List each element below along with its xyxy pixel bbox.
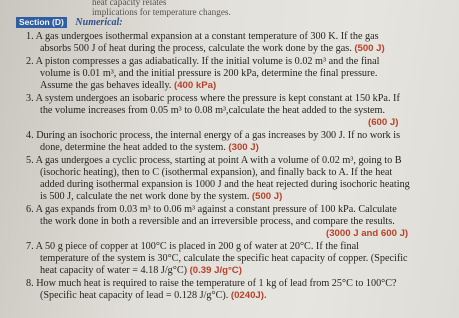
question-4-line-2: [40, 142, 259, 154]
line-text: the work done in both a reversible and an irreversible process, and compare the results.: [40, 216, 395, 227]
line-text: absorbs 500 J of heat during the process, calculate the work done by the gas.: [40, 43, 352, 54]
line-text: temperature of the system is 30°C, calculate the specific heat capacity of copper. (Specific: [40, 253, 408, 264]
question-2-line-3: [40, 80, 216, 92]
answer-label: (500 J): [354, 43, 385, 54]
header-text-2: implications for temperature changes.: [92, 7, 231, 17]
line-text: (isochoric heating), then to C (isothermal expansion), and finally back to A. If the heat: [40, 167, 393, 178]
line-text: is 500 J, calculate the net work done by the system.: [40, 191, 250, 202]
question-5-line-3: [40, 179, 410, 191]
answer-label: (0240J).: [230, 290, 267, 301]
question-5-line-1: [26, 155, 402, 167]
line-text: heat capacity of water = 4.18 J/g°C): [40, 265, 188, 276]
answer-label: (300 J): [228, 142, 259, 153]
answer-label: (400 kPa): [174, 80, 217, 91]
line-text: volume is 0.01 m³, and the initial pressure is 200 kPa, determine the final pressure.: [40, 68, 378, 79]
line-text: 4. During an isochoric process, the internal energy of a gas increases by 300 J. If no work is: [26, 130, 401, 141]
line-text: 8. How much heat is required to raise the temperature of 1 kg of lead from 25°C to 100°C?: [26, 278, 397, 289]
question-3-line-2: [40, 105, 385, 117]
line-text: 3. A system undergoes an isobaric process where the pressure is kept constant at 150 kPa. If: [26, 93, 400, 104]
question-2-line-2: [40, 68, 377, 80]
line-text: added during isothermal expansion is 1000 J and the heat rejected during isochoric heating: [40, 179, 410, 190]
question-6-line-3: [326, 228, 408, 240]
question-8-line-1: [26, 278, 397, 290]
header-text-1: heat capacity relates: [92, 0, 167, 7]
question-6-line-1: [26, 204, 397, 216]
line-text: done, determine the heat added to the system.: [40, 142, 226, 153]
question-7-line-3: [40, 265, 242, 277]
line-text: 1. A gas undergoes isothermal expansion at a constant temperature of 300 K. If the gas: [26, 31, 379, 42]
line-text: 6. A gas expands from 0.03 m³ to 0.06 m³ against a constant pressure of 100 kPa. Calculate: [26, 204, 397, 215]
answer-label: (600 J): [368, 117, 399, 128]
question-5-line-4: [40, 191, 282, 203]
question-6-line-2: [40, 216, 395, 228]
answer-label: (500 J): [251, 191, 283, 202]
line-text: 7. A 50 g piece of copper at 100°C is placed in 200 g of water at 20°C. If the final: [26, 241, 359, 252]
line-text: the volume increases from 0.05 m³ to 0.08 m³,calculate the heat added to the system.: [40, 105, 386, 116]
line-text: Assume the gas behaves ideally.: [40, 80, 172, 91]
question-7-line-1: [26, 241, 359, 253]
line-text: 5. A gas undergoes a cyclic process, starting at point A with a volume of 0.02 m³, going to B: [26, 155, 402, 166]
section-heading: [16, 17, 123, 29]
section-badge: Section (D): [16, 17, 67, 28]
question-2-line-1: [26, 56, 380, 68]
question-8-line-2: [40, 290, 267, 302]
line-text: (Specific heat capacity of lead = 0.128 J/g°C).: [40, 290, 229, 301]
question-3-line-3: [368, 117, 398, 129]
question-7-line-2: [40, 253, 408, 265]
question-5-line-2: [40, 167, 392, 179]
question-1-line-2: [40, 43, 385, 55]
question-1-line-1: [26, 31, 379, 43]
question-4-line-1: [26, 130, 400, 142]
line-text: 2. A piston compresses a gas adiabatically. If the initial volume is 0.02 m³ and the final: [26, 56, 380, 67]
section-title: Numerical:: [75, 17, 123, 28]
question-3-line-1: [26, 93, 400, 105]
answer-label: (0.39 J/g°C): [189, 265, 242, 276]
answer-label: (3000 J and 600 J): [326, 228, 409, 239]
